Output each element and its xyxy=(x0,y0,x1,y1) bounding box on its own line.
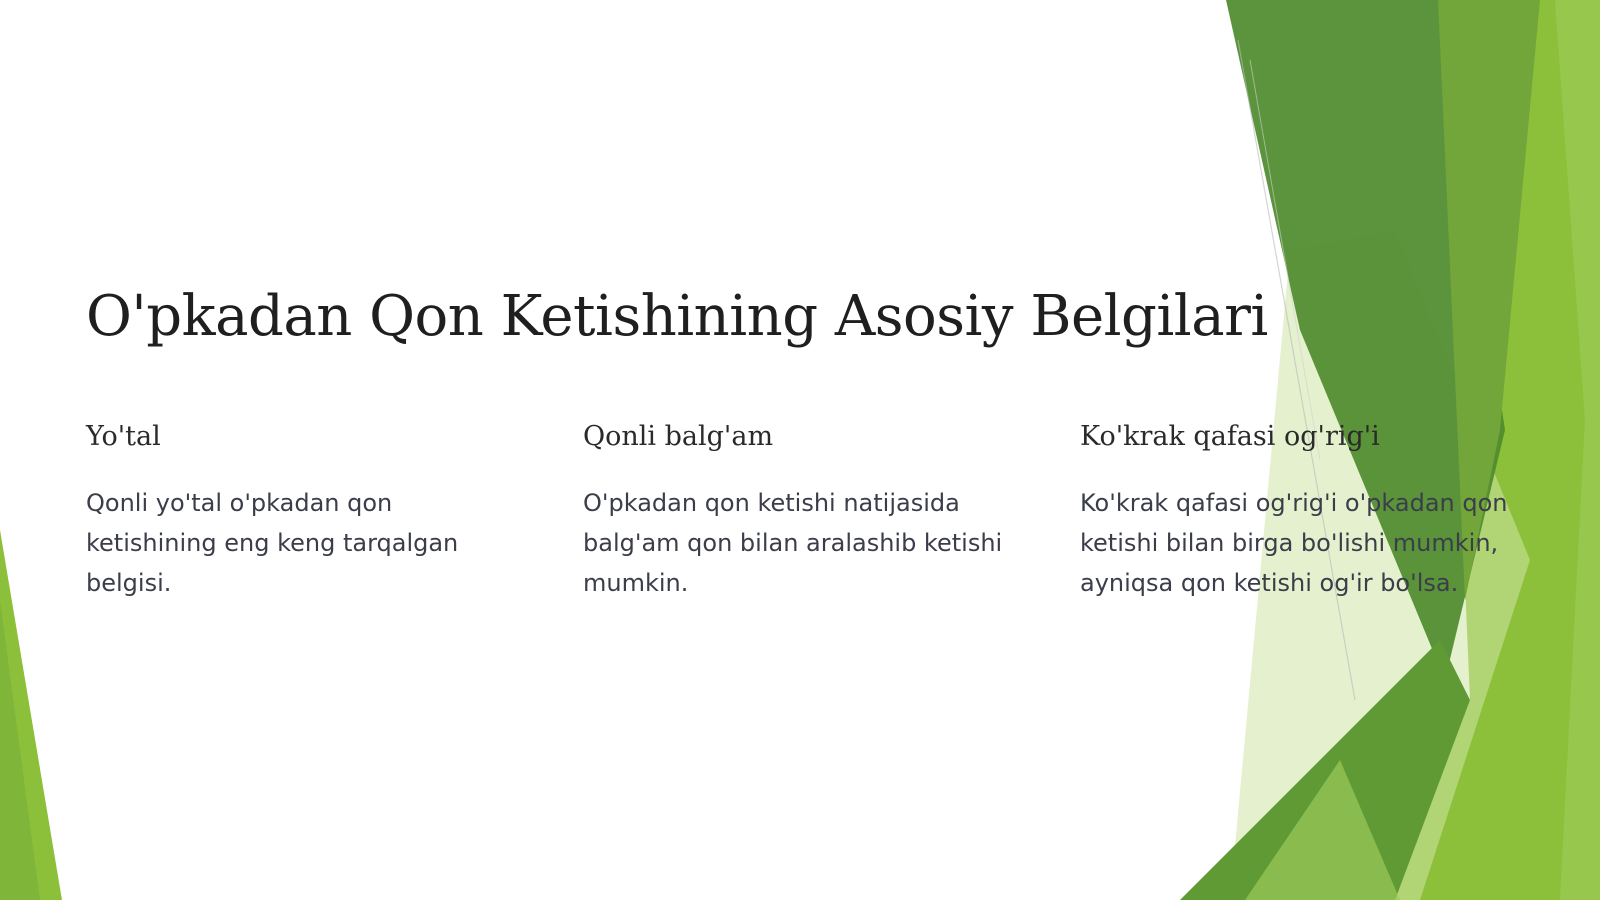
symptom-column-cough xyxy=(86,417,526,603)
symptom-description: Qonli yo'tal o'pkadan qon ketishining eng keng tarqalgan belgisi. xyxy=(86,489,459,597)
symptom-description: Ko'krak qafasi og'rig'i o'pkadan qon ketishi bilan birga bo'lishi mumkin, ayniqsa qon ketishi og'ir bo'lsa. xyxy=(1080,489,1508,597)
symptom-description: O'pkadan qon ketishi natijasida balg'am qon bilan aralashib ketishi mumkin. xyxy=(583,489,1003,597)
symptom-column-bloody-sputum xyxy=(583,417,1023,603)
slide-title: O'pkadan Qon Ketishining Asosiy Belgilari xyxy=(86,284,1268,349)
symptom-column-chest-pain xyxy=(1080,417,1520,603)
symptom-heading: Qonli balg'am xyxy=(583,421,774,452)
symptom-heading: Yo'tal xyxy=(86,421,161,452)
symptom-heading: Ko'krak qafasi og'rig'i xyxy=(1080,421,1380,452)
